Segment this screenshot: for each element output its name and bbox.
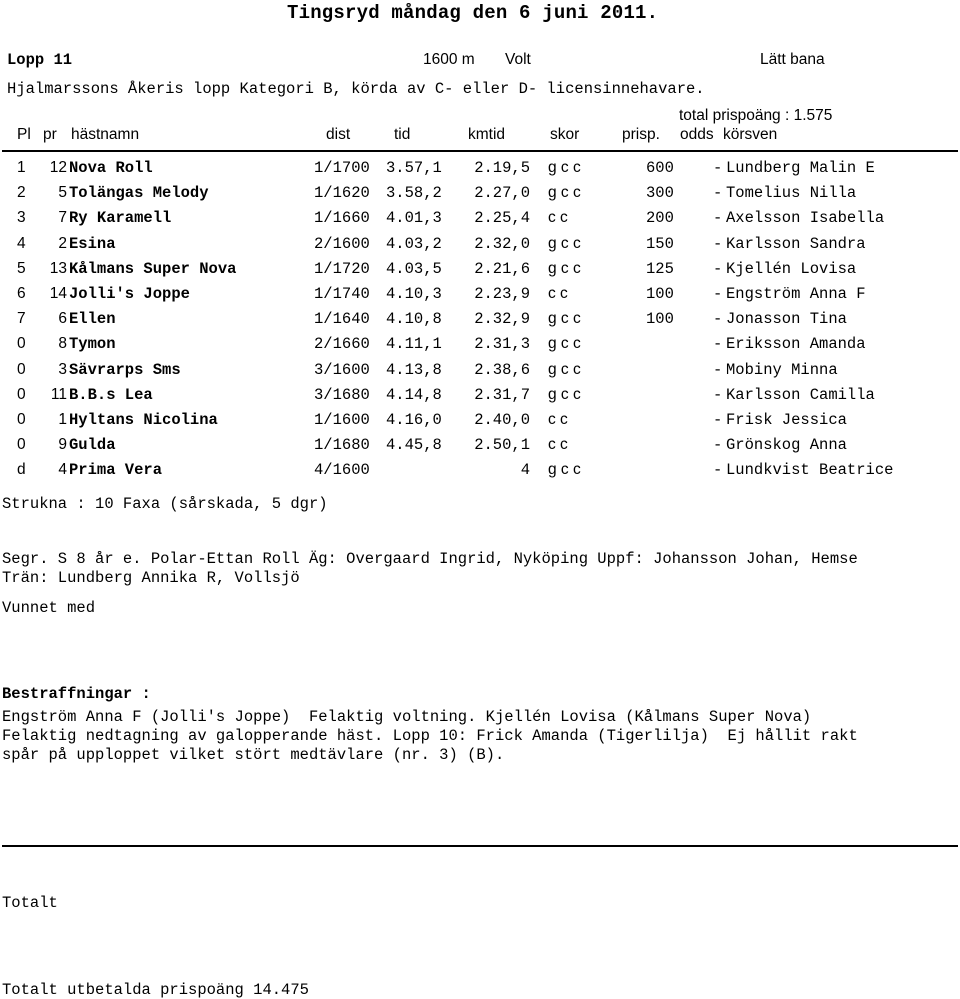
cell-horse-name: B.B.s Lea	[69, 385, 153, 404]
cell-placement: 0	[17, 436, 26, 454]
col-driver: körsven	[723, 126, 778, 143]
table-row	[0, 386, 960, 406]
cell-horse-name: Ry Karamell	[69, 209, 172, 228]
cell-prize-points: 125	[646, 259, 674, 278]
cell-horse-name: Tymon	[69, 335, 116, 354]
col-pr: pr	[43, 126, 57, 143]
table-row	[0, 361, 960, 381]
cell-km-time: 2.50,1	[474, 436, 530, 455]
cell-post: 4	[58, 461, 67, 479]
cell-km-time: 2.32,0	[474, 234, 530, 253]
cell-odds: -	[713, 184, 723, 203]
cell-post: 7	[58, 209, 67, 227]
cell-odds: -	[713, 360, 723, 379]
total-prize-points: total prispoäng : 1.575	[679, 107, 833, 124]
cell-driver: Lundberg Malin E	[726, 159, 875, 177]
cell-driver: Tomelius Nilla	[726, 184, 857, 203]
cell-horse-name: Ellen	[69, 310, 116, 329]
table-row	[0, 310, 960, 330]
cell-driver: Kjellén Lovisa	[726, 259, 857, 278]
cell-shoes: c c	[548, 285, 568, 302]
cell-shoes: g c c	[548, 310, 581, 328]
cell-km-time: 2.23,9	[474, 285, 530, 303]
track-condition: Lätt bana	[760, 51, 825, 68]
cell-km-time: 2.31,7	[474, 385, 530, 404]
cell-driver: Mobiny Minna	[726, 360, 838, 379]
cell-placement: 0	[17, 335, 26, 353]
footer-divider	[2, 845, 958, 847]
cell-placement: 5	[17, 259, 26, 277]
cell-post: 12	[49, 159, 67, 176]
cell-distance: 4/1600	[314, 461, 370, 480]
cell-time: 3.57,1	[386, 159, 442, 177]
cell-driver: Lundkvist Beatrice	[726, 461, 894, 480]
cell-distance: 3/1680	[314, 385, 370, 404]
cell-placement: 0	[17, 411, 26, 428]
won-with: Vunnet med	[2, 599, 96, 617]
cell-km-time: 2.19,5	[474, 159, 530, 177]
winner-info-line2: Trän: Lundberg Annika R, Vollsjö	[2, 569, 300, 587]
table-row	[0, 411, 960, 431]
cell-time: 4.01,3	[386, 209, 442, 228]
cell-prize-points: 600	[646, 159, 674, 177]
cell-shoes: g c c	[548, 159, 581, 176]
cell-driver: Karlsson Sandra	[726, 234, 866, 253]
cell-driver: Axelsson Isabella	[726, 209, 885, 228]
col-dist: dist	[326, 126, 351, 143]
cell-shoes: g c c	[548, 184, 581, 202]
cell-post: 14	[49, 285, 67, 302]
table-row	[0, 436, 960, 456]
cell-driver: Karlsson Camilla	[726, 385, 875, 404]
table-row	[0, 335, 960, 355]
cell-post: 3	[58, 360, 67, 378]
table-row	[0, 260, 960, 280]
cell-horse-name: Esina	[69, 234, 116, 253]
cell-odds: -	[713, 259, 723, 278]
cell-odds: -	[713, 436, 723, 455]
cell-shoes: g c c	[548, 259, 581, 277]
cell-shoes: g c c	[548, 335, 581, 353]
cell-km-time: 2.31,3	[474, 335, 530, 354]
cell-odds: -	[713, 234, 723, 253]
cell-post: 2	[58, 234, 67, 252]
cell-horse-name: Prima Vera	[69, 461, 163, 480]
page-title: Tingsryd måndag den 6 juni 2011.	[287, 2, 659, 24]
cell-time: 4.11,1	[386, 335, 442, 354]
cell-km-time: 2.40,0	[474, 411, 530, 429]
cell-odds: -	[713, 411, 723, 429]
col-prisp: prisp.	[622, 126, 660, 143]
cell-horse-name: Hyltans Nicolina	[69, 411, 218, 429]
race-label: Lopp 11	[7, 51, 73, 69]
cell-distance: 1/1700	[314, 159, 370, 177]
start-type: Volt	[505, 51, 531, 68]
table-row	[0, 159, 960, 179]
cell-distance: 2/1600	[314, 234, 370, 253]
penalties-text: Engström Anna F (Jolli's Joppe) Felaktig voltning. Kjellén Lovisa (Kålmans Super Nova) Felaktig nedtagning av galopperande häst. Lopp 10: Frick Amanda (Tigerlilja) Ej hållit rakt spår på upploppet vilket stört medtävlare (nr. 3) (B).	[2, 708, 858, 764]
cell-distance: 3/1600	[314, 360, 370, 379]
cell-placement: 0	[17, 385, 26, 403]
scratched-horses: Strukna : 10 Faxa (sårskada, 5 dgr)	[2, 495, 328, 513]
cell-distance: 1/1620	[314, 184, 370, 203]
cell-prize-points: 100	[646, 285, 674, 303]
cell-time: 4.14,8	[386, 385, 442, 404]
table-row	[0, 209, 960, 229]
cell-placement: 7	[17, 310, 26, 328]
header-divider	[2, 150, 958, 152]
table-row	[0, 184, 960, 204]
cell-horse-name: Kålmans Super Nova	[69, 259, 237, 278]
cell-odds: -	[713, 461, 723, 480]
cell-time: 4.45,8	[386, 436, 442, 455]
cell-km-time: 2.25,4	[474, 209, 530, 228]
penalties-heading: Bestraffningar :	[2, 685, 151, 703]
cell-horse-name: Nova Roll	[69, 159, 153, 177]
cell-time: 4.10,8	[386, 310, 442, 329]
race-name: Hjalmarssons Åkeris lopp Kategori B, körda av C- eller D- licensinnehavare.	[7, 80, 705, 98]
col-skor: skor	[550, 126, 580, 143]
race-distance: 1600 m	[423, 51, 475, 68]
cell-time: 4.13,8	[386, 360, 442, 379]
cell-km-time: 2.32,9	[474, 310, 530, 329]
cell-shoes: c c	[548, 411, 568, 428]
cell-post: 6	[58, 310, 67, 328]
cell-driver: Jonasson Tina	[726, 310, 847, 329]
cell-placement: 4	[17, 234, 26, 252]
cell-distance: 1/1640	[314, 310, 370, 329]
cell-odds: -	[713, 209, 723, 228]
cell-odds: -	[713, 285, 723, 303]
cell-driver: Eriksson Amanda	[726, 335, 866, 354]
table-row	[0, 285, 960, 305]
cell-time: 4.10,3	[386, 285, 442, 303]
cell-post: 9	[58, 436, 67, 454]
col-tid: tid	[394, 126, 411, 143]
cell-km-time: 4	[520, 461, 530, 480]
cell-horse-name: Gulda	[69, 436, 116, 455]
cell-odds: -	[713, 335, 723, 354]
cell-time: 4.03,5	[386, 259, 442, 278]
cell-placement: 2	[17, 184, 26, 202]
cell-horse-name: Jolli's Joppe	[69, 285, 190, 303]
col-kmtid: kmtid	[468, 126, 506, 143]
cell-post: 11	[50, 385, 67, 403]
cell-time: 4.03,2	[386, 234, 442, 253]
table-row	[0, 461, 960, 481]
cell-post: 5	[58, 184, 67, 202]
cell-prize-points: 150	[646, 234, 674, 253]
cell-prize-points: 100	[646, 310, 674, 329]
total-paid: Totalt utbetalda prispoäng 14.475	[2, 981, 309, 999]
cell-prize-points: 300	[646, 184, 674, 203]
cell-shoes: c c	[548, 209, 568, 227]
cell-driver: Engström Anna F	[726, 285, 866, 303]
cell-post: 13	[49, 259, 67, 277]
total-label: Totalt	[2, 894, 58, 912]
cell-horse-name: Sävrarps Sms	[69, 360, 181, 379]
cell-time: 4.16,0	[386, 411, 442, 429]
cell-distance: 1/1740	[314, 285, 370, 303]
cell-placement: 0	[17, 360, 26, 378]
cell-distance: 2/1660	[314, 335, 370, 354]
cell-time: 3.58,2	[386, 184, 442, 203]
cell-prize-points: 200	[646, 209, 674, 228]
winner-info-line1: Segr. S 8 år e. Polar-Ettan Roll Äg: Overgaard Ingrid, Nyköping Uppf: Johansson Johan, Hemse	[2, 550, 858, 568]
cell-distance: 1/1680	[314, 436, 370, 455]
cell-shoes: g c c	[548, 360, 581, 378]
cell-placement: d	[17, 461, 26, 479]
cell-post: 8	[58, 335, 67, 353]
cell-km-time: 2.27,0	[474, 184, 530, 203]
cell-odds: -	[713, 159, 723, 177]
col-pl: Pl	[17, 126, 31, 143]
cell-distance: 1/1660	[314, 209, 370, 228]
cell-distance: 1/1600	[314, 411, 370, 429]
col-horse: hästnamn	[71, 126, 140, 143]
col-odds: odds	[680, 126, 714, 143]
cell-horse-name: Tolängas Melody	[69, 184, 209, 203]
cell-shoes: g c c	[548, 461, 581, 479]
cell-placement: 3	[17, 209, 26, 227]
cell-shoes: g c c	[548, 385, 581, 403]
cell-driver: Grönskog Anna	[726, 436, 847, 455]
cell-km-time: 2.21,6	[474, 259, 530, 278]
cell-post: 1	[58, 411, 67, 428]
cell-km-time: 2.38,6	[474, 360, 530, 379]
cell-placement: 1	[17, 159, 26, 176]
cell-distance: 1/1720	[314, 259, 370, 278]
cell-shoes: c c	[548, 436, 568, 454]
cell-odds: -	[713, 385, 723, 404]
cell-placement: 6	[17, 285, 26, 302]
table-row	[0, 235, 960, 255]
cell-shoes: g c c	[548, 234, 581, 252]
cell-driver: Frisk Jessica	[726, 411, 847, 429]
cell-odds: -	[713, 310, 723, 329]
